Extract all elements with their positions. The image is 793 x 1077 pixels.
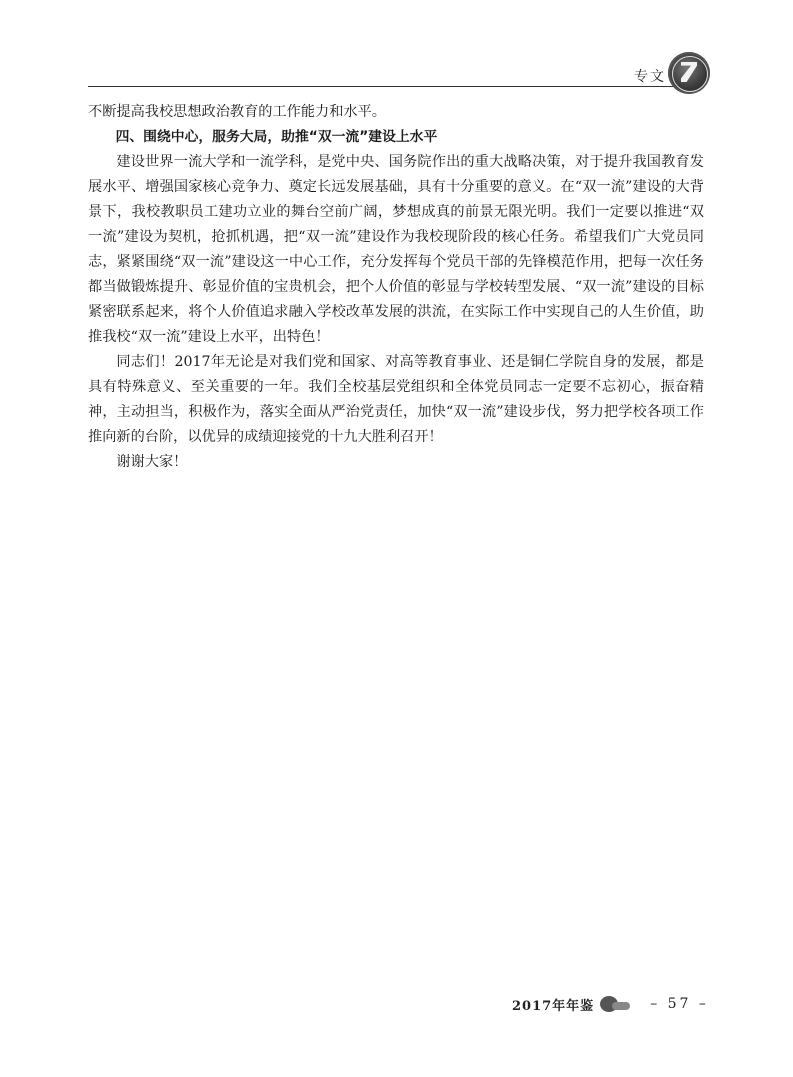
closing-line: 谢谢大家！ [116, 454, 188, 470]
article-body [88, 100, 704, 475]
section-heading: 四、围绕中心，服务大局，助推“双一流”建设上水平 [115, 129, 438, 145]
university-logo-icon [668, 52, 710, 94]
yearbook-title: 2017年年鉴 [512, 998, 595, 1014]
section-tag: 专文 [634, 69, 666, 85]
page-number: – 57 – [650, 996, 709, 1012]
paragraph: 同志们！2017年无论是对我们党和国家、对高等教育事业、还是铜仁学院自身的发展，都是具有特殊意义、至关重要的一年。我们全校基层党组织和全体党员同志一定要不忘初心，振奋精神，主动担当，积极作为，落实全面从严治党责任，加快“双一流”建设步伐，努力把学校各项工作推向新的台阶，以优异的成绩迎接党的十九大胜利召开！ [88, 354, 704, 445]
yearbook-emblem-icon [598, 994, 632, 1014]
paragraph: 建设世界一流大学和一流学科，是党中央、国务院作出的重大战略决策，对于提升我国教育发展水平、增强国家核心竞争力、奠定长远发展基础，具有十分重要的意义。在“双一流”建设的大背景下，我校教职员工建功立业的舞台空前广阔，梦想成真的前景无限光明。我们一定要以推进“双一流”建设为契机，抢抓机遇，把“双一流”建设作为我校现阶段的核心任务。希望我们广大党员同志，紧紧围绕“双一流”建设这一中心工作，充分发挥每个党员干部的先锋模范作用，把每一次任务都当做锻炼提升、彰显价值的宝贵机会，把个人价值的彰显与学校转型发展、“双一流”建设的目标紧密联系起来，将个人价值追求融入学校改革发展的洪流，在实际工作中实现自己的人生价值，助推我校“双一流”建设上水平，出特色！ [88, 154, 704, 345]
paragraph-continued: 不断提高我校思想政治教育的工作能力和水平。 [88, 104, 386, 120]
page-footer [512, 992, 709, 1016]
header-rule [88, 86, 704, 87]
